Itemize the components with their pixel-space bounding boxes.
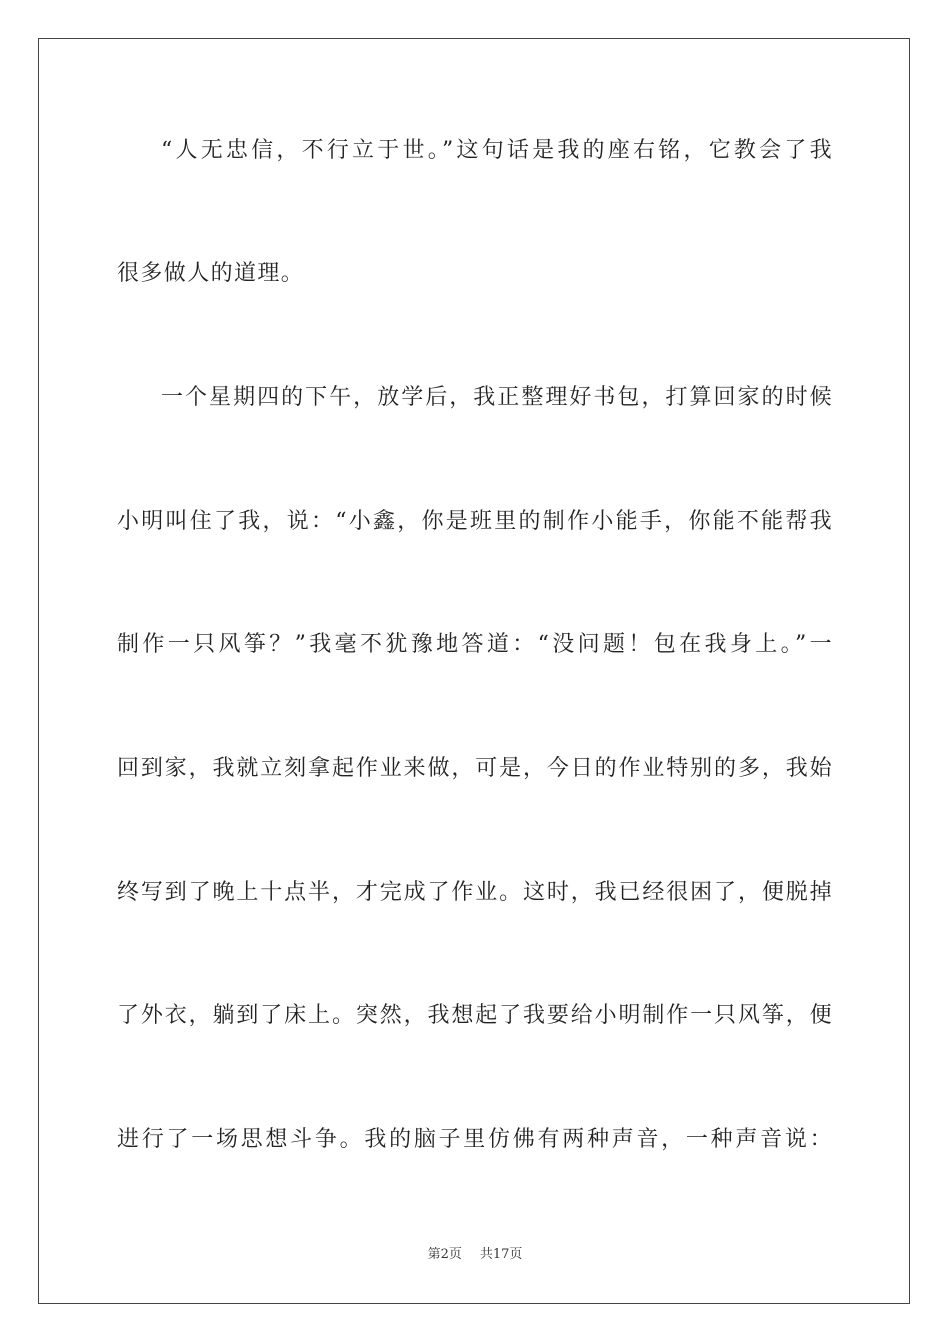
- text-line-6: 回到家，我就立刻拿起作业来做，可是，今日的作业特别的多，我始: [117, 756, 833, 781]
- text-line-7: 终写到了晚上十点半，才完成了作业。这时，我已经很困了，便脱掉: [117, 880, 833, 905]
- page-total: 共17页: [479, 1247, 523, 1262]
- text-line-3: 一个星期四的下午，放学后，我正整理好书包，打算回家的时候: [161, 385, 833, 410]
- text-line-1: “人无忠信，不行立于世。”这句话是我的座右铭，它教会了我: [161, 138, 833, 163]
- page-footer: [0, 1246, 950, 1264]
- page-number: 第2页: [427, 1247, 462, 1262]
- text-line-2: 很多做人的道理。: [117, 261, 305, 286]
- text-line-8: 了外衣，躺到了床上。突然，我想起了我要给小明制作一只风筝，便: [117, 1003, 833, 1028]
- text-line-4: 小明叫住了我，说：“小鑫，你是班里的制作小能手，你能不能帮我: [117, 509, 833, 534]
- page-border: [38, 38, 910, 1304]
- text-line-9: 进行了一场思想斗争。我的脑子里仿佛有两种声音，一种声音说：: [117, 1127, 833, 1152]
- text-line-5: 制作一只风筝？”我毫不犹豫地答道：“没问题！包在我身上。”一: [117, 632, 833, 657]
